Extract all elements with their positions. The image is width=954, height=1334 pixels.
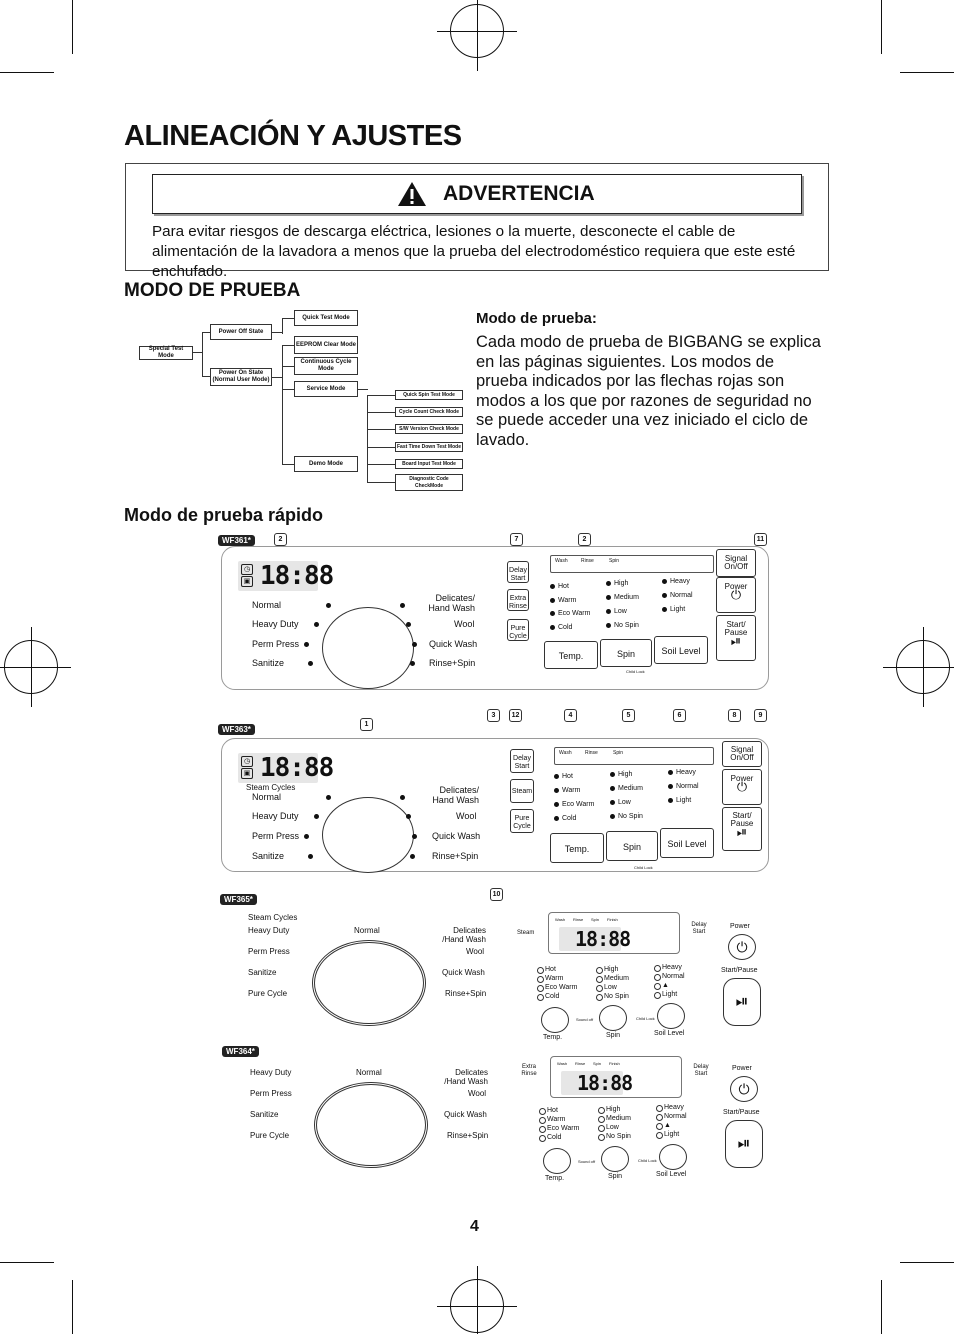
cycle-label: Rinse+Spin <box>447 1131 489 1140</box>
extra-rinse-button[interactable]: Extra Rinse <box>507 589 529 611</box>
callout: 8 <box>728 709 741 722</box>
callout: 2 <box>274 533 287 546</box>
spin-button[interactable] <box>601 1146 629 1172</box>
power-icon: ⏻ <box>736 939 748 955</box>
power-button[interactable] <box>728 934 756 960</box>
test-mode-subheading: Modo de prueba: <box>476 310 597 327</box>
flow-node: Continuous Cycle Mode <box>294 357 358 375</box>
soil-option: Normal <box>656 1113 687 1120</box>
warning-header <box>152 174 802 214</box>
start-pause-button[interactable]: Start/ Pause ⏯ <box>716 615 756 661</box>
start-pause-button[interactable] <box>723 978 761 1026</box>
delay-start-button[interactable]: Delay Start <box>693 1064 709 1077</box>
spin-option: High <box>606 580 628 587</box>
callout: 12 <box>509 709 522 722</box>
cycle-label: Rinse+Spin <box>429 658 476 668</box>
child-lock-label: Child Lock <box>634 865 653 870</box>
play-pause-icon: ⏯ <box>730 633 742 648</box>
stage-indicator: Wash Rinse Spin <box>554 747 714 765</box>
spin-button[interactable] <box>599 1005 627 1031</box>
spin-option: High <box>596 966 618 973</box>
control-panel-wf361 <box>221 546 769 690</box>
play-pause-icon: ⏯ <box>735 993 749 1010</box>
cycle-label: Perm Press <box>250 1089 292 1098</box>
soil-level-button[interactable] <box>659 1144 687 1170</box>
flow-node: Cycle Count Check Mode <box>395 407 463 417</box>
crop-mark <box>881 1280 882 1334</box>
child-lock-label: Child Lock <box>638 1158 657 1163</box>
steam-button[interactable]: Steam <box>517 930 535 936</box>
cycle-label: Quick Wash <box>444 1110 487 1119</box>
display: ◷ ▣ 18:88 <box>238 753 318 783</box>
steam-button[interactable]: Steam <box>510 779 534 803</box>
lock-icon: ▣ <box>241 576 253 587</box>
play-pause-icon: ⏯ <box>736 824 748 839</box>
callout: 2 <box>578 533 591 546</box>
temp-option: Eco Warm <box>554 801 594 808</box>
callout: 10 <box>490 888 503 901</box>
crop-mark <box>0 1262 54 1263</box>
display: ◷ ▣ 18:88 <box>238 561 318 591</box>
power-icon: ⏻ <box>736 779 748 794</box>
temp-option: Hot <box>550 583 569 590</box>
flow-node: Fast Time Down Test Mode <box>395 442 463 452</box>
sound-off-label: Sound off <box>576 1017 594 1022</box>
cycle-label: Delicates /Hand Wash <box>442 926 486 944</box>
child-lock-label: Child Lock <box>626 669 645 674</box>
spin-option: High <box>610 771 632 778</box>
soil-option: Heavy <box>662 578 690 585</box>
cycle-label: Normal <box>354 926 380 935</box>
temp-option: Cold <box>539 1134 561 1141</box>
lock-icon: ▣ <box>241 768 253 779</box>
display: 18:88 <box>561 1071 623 1095</box>
flow-node: Power Off State <box>210 324 272 340</box>
model-badge: WF364* <box>222 1046 259 1057</box>
power-label: Power <box>732 1065 752 1072</box>
soil-option: Light <box>654 991 677 998</box>
display-area: Wash Rinse Spin Finish 18:88 <box>548 912 680 954</box>
cycle-label: Heavy Duty <box>248 926 290 935</box>
callout: 7 <box>510 533 523 546</box>
cycle-label: Quick Wash <box>442 968 485 977</box>
spin-option: Low <box>598 1124 619 1131</box>
cycle-selector-knob[interactable] <box>314 1082 428 1168</box>
sound-off-label: Sound off <box>578 1159 596 1164</box>
power-icon: ⏻ <box>738 1081 750 1097</box>
stage-indicator: Wash Rinse Spin <box>550 555 714 573</box>
crop-mark <box>72 0 73 54</box>
flow-node: Demo Mode <box>294 456 358 472</box>
model-badge: WF361* <box>218 535 255 546</box>
registration-mark <box>896 640 950 694</box>
cycle-label: Normal <box>252 792 282 802</box>
cycle-selector-knob[interactable] <box>322 797 414 873</box>
clock-icon: ◷ <box>241 564 253 575</box>
cycle-label: Perm Press <box>252 639 300 649</box>
warning-heading: ADVERTENCIA <box>443 182 595 205</box>
delay-start-button[interactable]: Delay Start <box>507 561 529 583</box>
spin-option: Medium <box>598 1115 631 1122</box>
soil-level-label: Soil Level <box>656 1171 687 1178</box>
registration-mark <box>450 1279 504 1333</box>
temp-button[interactable]: Temp. <box>550 833 604 863</box>
power-label: Power <box>730 923 750 930</box>
pure-cycle-button[interactable]: Pure Cycle <box>507 619 529 641</box>
start-pause-button[interactable]: Start/ Pause ⏯ <box>722 807 762 851</box>
spin-option: Low <box>596 984 617 991</box>
page-number: 4 <box>470 1218 479 1235</box>
spin-option: Low <box>606 608 627 615</box>
clock-icon: ◷ <box>241 756 253 767</box>
cycle-label: Pure Cycle <box>250 1131 290 1140</box>
cycle-label: Sanitize <box>252 658 285 668</box>
display-area: Wash Rinse Spin Finish 18:88 <box>550 1056 682 1098</box>
cycle-label: Rinse+Spin <box>445 989 487 998</box>
flow-node: Power On State (Normal User Mode) <box>210 368 272 386</box>
spin-option: No Spin <box>598 1133 631 1140</box>
spin-option: Low <box>610 799 631 806</box>
spin-option: Medium <box>596 975 629 982</box>
start-pause-button[interactable] <box>725 1120 763 1168</box>
soil-level-button[interactable] <box>657 1003 685 1029</box>
power-button[interactable]: Power ⏻ <box>716 577 756 613</box>
soil-option: Light <box>668 797 691 804</box>
display: 18:88 <box>559 927 621 951</box>
signal-button[interactable]: Signal On/Off <box>716 549 756 577</box>
extra-rinse-button[interactable]: Extra Rinse <box>521 1064 537 1077</box>
temp-option: Warm <box>554 787 580 794</box>
play-pause-icon: ⏯ <box>737 1135 751 1152</box>
cycle-label: Normal <box>356 1068 382 1077</box>
cycle-label: Wool <box>468 1089 487 1098</box>
temp-option: Hot <box>537 966 556 973</box>
soil-option: Heavy <box>668 769 696 776</box>
flow-node: Quick Spin Test Mode <box>395 390 463 400</box>
pure-cycle-button[interactable]: Pure Cycle <box>510 809 534 833</box>
callout: 6 <box>673 709 686 722</box>
control-panel-wf363 <box>221 738 769 872</box>
cycle-label: Quick Wash <box>432 831 481 841</box>
temp-option: Cold <box>537 993 559 1000</box>
cycle-selector-knob[interactable] <box>312 940 426 1026</box>
spin-option: High <box>598 1106 620 1113</box>
crop-mark <box>881 0 882 54</box>
start-pause-label: Start/Pause <box>721 967 758 974</box>
cycle-label: Delicates /Hand Wash <box>444 1068 488 1086</box>
flow-node: Board Input Test Mode <box>395 459 463 469</box>
registration-mark <box>4 640 58 694</box>
cycle-label: Heavy Duty <box>252 811 299 821</box>
start-pause-label: Start/Pause <box>723 1109 760 1116</box>
cycle-label: Perm Press <box>252 831 300 841</box>
temp-option: Warm <box>550 597 576 604</box>
cycle-label: Wool <box>454 619 475 629</box>
page-title: ALINEACIÓN Y AJUSTES <box>124 120 462 152</box>
flow-node: Service Mode <box>294 381 358 397</box>
temp-option: Cold <box>554 815 576 822</box>
temp-option: Cold <box>550 624 572 631</box>
temp-button[interactable] <box>541 1007 569 1033</box>
flow-node: Special Test Mode <box>139 346 193 360</box>
delay-start-button[interactable]: Delay Start <box>691 922 707 935</box>
callout: 5 <box>622 709 635 722</box>
temp-label: Temp. <box>545 1175 565 1182</box>
cycle-label: Quick Wash <box>429 639 478 649</box>
quick-test-heading: Modo de prueba rápido <box>124 505 324 525</box>
crop-mark <box>900 72 954 73</box>
callout: 4 <box>564 709 577 722</box>
cycle-label: Rinse+Spin <box>432 851 479 861</box>
cycle-label: Sanitize <box>248 968 277 977</box>
signal-button[interactable]: Signal On/Off <box>722 741 762 767</box>
temp-button[interactable]: Temp. <box>544 641 598 669</box>
soil-option: Heavy <box>654 964 682 971</box>
flow-node: Quick Test Mode <box>294 310 358 326</box>
temp-option: Warm <box>537 975 563 982</box>
cycle-label: Heavy Duty <box>252 619 299 629</box>
soil-level-button[interactable]: Soil Level <box>654 636 708 664</box>
temp-label: Temp. <box>543 1034 563 1041</box>
callout: 3 <box>487 709 500 722</box>
power-button[interactable]: Power ⏻ <box>722 769 762 805</box>
soil-option: Light <box>656 1131 679 1138</box>
spin-button[interactable]: Spin <box>606 831 658 861</box>
delay-start-button[interactable]: Delay Start <box>510 749 534 773</box>
soil-option: Normal <box>668 783 699 790</box>
soil-option: Normal <box>662 592 693 599</box>
temp-option: Hot <box>539 1107 558 1114</box>
soil-level-button[interactable]: Soil Level <box>660 828 714 858</box>
flow-node: EEPROM Clear Mode <box>294 336 358 354</box>
temp-option: Eco Warm <box>537 984 577 991</box>
soil-option: Normal <box>654 973 685 980</box>
callout: 9 <box>754 709 767 722</box>
power-button[interactable] <box>730 1076 758 1102</box>
warning-box <box>125 163 829 280</box>
cycle-label: Heavy Duty <box>250 1068 292 1077</box>
cycle-label: Perm Press <box>248 947 290 956</box>
soil-option: ▲ <box>656 1122 671 1129</box>
spin-option: Medium <box>606 594 639 601</box>
soil-level-label: Soil Level <box>654 1030 685 1037</box>
steam-cycles-label: Steam Cycles <box>248 913 298 922</box>
cycle-label: Normal <box>252 600 282 610</box>
test-mode-heading: MODO DE PRUEBA <box>124 280 301 301</box>
crop-mark <box>0 72 54 73</box>
model-badge: WF365* <box>220 894 257 905</box>
crop-mark <box>72 1280 73 1334</box>
child-lock-label: Child Lock <box>636 1016 655 1021</box>
power-icon: ⏻ <box>730 587 742 602</box>
callout: 11 <box>754 533 767 546</box>
flow-node: Diagnostic Code CheckMode <box>395 474 463 491</box>
spin-option: Medium <box>610 785 643 792</box>
model-badge: WF363* <box>218 724 255 735</box>
flow-node: S/W Version Check Mode <box>395 424 463 434</box>
spin-button[interactable]: Spin <box>600 639 652 667</box>
spin-label: Spin <box>606 1032 621 1039</box>
cycle-label: Sanitize <box>252 851 285 861</box>
temp-option: Eco Warm <box>539 1125 579 1132</box>
spin-label: Spin <box>608 1173 623 1180</box>
cycle-label: Delicates/ Hand Wash <box>428 593 475 613</box>
cycle-label: Delicates/ Hand Wash <box>432 785 479 805</box>
warning-icon <box>397 181 427 207</box>
crop-mark <box>900 1262 954 1263</box>
warning-text: Para evitar riesgos de descarga eléctrica, lesiones o la muerte, desconecte el cable de alimentación de la lavadora a menos que la prueba del electrodoméstico requiera que este esté enchufado. <box>152 223 796 280</box>
steam-cycles-label: Steam Cycles <box>246 783 296 792</box>
soil-option: Light <box>662 606 685 613</box>
spin-option: No Spin <box>606 622 639 629</box>
temp-option: Hot <box>554 773 573 780</box>
cycle-selector-knob[interactable] <box>322 607 414 689</box>
soil-option: ▲ <box>654 982 669 989</box>
spin-option: No Spin <box>610 813 643 820</box>
temp-button[interactable] <box>543 1148 571 1174</box>
callout: 1 <box>360 718 373 731</box>
cycle-label: Pure Cycle <box>248 989 288 998</box>
temp-option: Warm <box>539 1116 565 1123</box>
registration-mark <box>450 4 504 58</box>
cycle-label: Sanitize <box>250 1110 279 1119</box>
test-mode-body: Cada modo de prueba de BIGBANG se explica en las páginas siguientes. Los modos de prueba indicados por las flechas rojas son modos a los que por razones de seguridad no se puede acceder una vez iniciado el ciclo de lavado. <box>476 333 821 449</box>
temp-option: Eco Warm <box>550 610 590 617</box>
cycle-label: Wool <box>456 811 477 821</box>
spin-option: No Spin <box>596 993 629 1000</box>
soil-option: Heavy <box>656 1104 684 1111</box>
cycle-label: Wool <box>466 947 485 956</box>
